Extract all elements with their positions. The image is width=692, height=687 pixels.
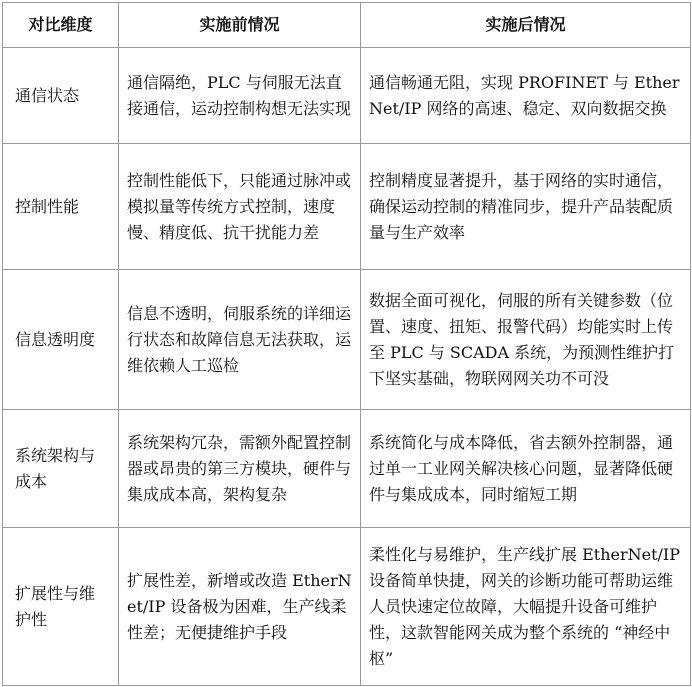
cell-after: 柔性化与易维护，生产线扩展 EtherNet/IP 设备简单快捷，网关的诊断功能可帮助运维人员快速定位故障，大幅提升设备可维护性，这款智能网关成为整个系统的 “神经中枢” [361,528,691,686]
table-row [3,144,691,270]
header-dimension: 对比维度 [3,3,119,48]
cell-after: 数据全面可视化，伺服的所有关键参数（位置、速度、扭矩、报警代码）均能实时上传至 PLC 与 SCADA 系统，为预测性维护打下坚实基础，物联网网关功不可没 [361,270,691,410]
header-after: 实施后情况 [361,3,691,48]
cell-dimension: 通信状态 [3,48,119,144]
cell-before: 通信隔绝，PLC 与伺服无法直接通信，运动控制构想无法实现 [119,48,361,144]
comparison-table [2,2,691,686]
cell-before: 系统架构冗杂，需额外配置控制器或昂贵的第三方模块，硬件与集成成本高，架构复杂 [119,410,361,528]
table-row [3,48,691,144]
cell-before: 扩展性差，新增或改造 EtherNet/IP 设备极为困难，生产线柔性差；无便捷维护手段 [119,528,361,686]
cell-after: 控制精度显著提升，基于网络的实时通信，确保运动控制的精准同步，提升产品装配质量与生产效率 [361,144,691,270]
cell-dimension: 控制性能 [3,144,119,270]
cell-dimension: 信息透明度 [3,270,119,410]
table-row [3,270,691,410]
table-row [3,410,691,528]
cell-before: 控制性能低下，只能通过脉冲或模拟量等传统方式控制，速度慢、精度低、抗干扰能力差 [119,144,361,270]
cell-after: 通信畅通无阻，实现 PROFINET 与 EtherNet/IP 网络的高速、稳定、双向数据交换 [361,48,691,144]
cell-after: 系统简化与成本降低，省去额外控制器，通过单一工业网关解决核心问题，显著降低硬件与集成成本，同时缩短工期 [361,410,691,528]
cell-dimension: 系统架构与成本 [3,410,119,528]
header-before: 实施前情况 [119,3,361,48]
cell-before: 信息不透明，伺服系统的详细运行状态和故障信息无法获取，运维依赖人工巡检 [119,270,361,410]
cell-dimension: 扩展性与维护性 [3,528,119,686]
table-row [3,528,691,686]
header-row [3,3,691,48]
